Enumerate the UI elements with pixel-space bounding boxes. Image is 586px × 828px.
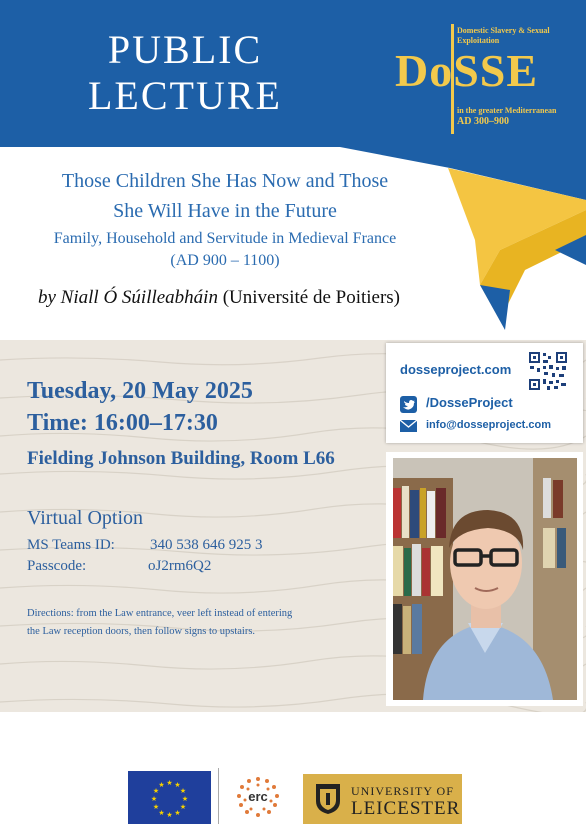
svg-text:★: ★	[150, 795, 158, 803]
website-link[interactable]: dosseproject.com	[400, 362, 512, 377]
logo-tagline-bottom-2: AD 300–900	[457, 116, 509, 127]
directions-line-2: the Law reception doors, then follow signs to upstairs.	[27, 626, 256, 637]
directions-line-1: Directions: from the Law entrance, veer left instead of entering	[27, 608, 293, 619]
contact-card	[386, 343, 583, 443]
svg-text:★: ★	[152, 803, 160, 811]
erc-logo	[227, 771, 289, 824]
svg-text:★: ★	[158, 781, 165, 789]
public-heading: PUBLIC	[107, 27, 263, 72]
uol-line-1: UNIVERSITY OF	[351, 784, 454, 798]
teams-id-label: MS Teams ID:	[27, 537, 115, 553]
svg-text:★: ★	[152, 787, 160, 795]
svg-text:★: ★	[166, 779, 173, 787]
speaker-name: by Niall Ó Súilleabháin	[38, 287, 218, 308]
logo-tagline-top-1: Domestic Slavery & Sexual	[457, 26, 550, 35]
lecture-title-line-1: Those Children She Has Now and Those	[61, 170, 389, 192]
passcode-value[interactable]: oJ2rm6Q2	[148, 558, 212, 574]
event-venue: Fielding Johnson Building, Room L66	[27, 448, 335, 469]
logo-tagline-top-2: Exploitation	[457, 36, 500, 45]
footer-divider	[218, 768, 219, 824]
svg-text:★: ★	[158, 809, 165, 817]
logo-wordmark: DoSSE	[395, 45, 539, 96]
virtual-option-heading: Virtual Option	[27, 507, 144, 529]
event-date: Tuesday, 20 May 2025	[27, 378, 253, 404]
speaker-portrait	[393, 458, 577, 700]
lecture-subtitle-line-2: (AD 900 – 1100)	[170, 252, 280, 269]
speaker-byline	[38, 287, 400, 309]
footer	[0, 712, 586, 825]
lecture-heading: LECTURE	[88, 73, 282, 118]
twitter-handle-link[interactable]: /DosseProject	[426, 395, 513, 410]
erc-label: erc	[248, 789, 268, 804]
svg-text:★: ★	[181, 795, 189, 803]
svg-text:★: ★	[174, 781, 181, 789]
twitter-icon[interactable]	[400, 396, 417, 413]
uol-line-2: LEICESTER	[351, 798, 461, 819]
speaker-affiliation: (Université de Poitiers)	[222, 287, 401, 308]
eu-stars	[128, 771, 211, 824]
svg-text:★: ★	[179, 803, 187, 811]
dosse-logo	[395, 20, 580, 138]
qr-code-icon[interactable]	[528, 351, 568, 391]
university-of-leicester-logo	[303, 774, 462, 824]
lecture-subtitle-line-1: Family, Household and Servitude in Medieval France	[53, 230, 397, 247]
svg-text:★: ★	[174, 809, 181, 817]
svg-text:★: ★	[179, 787, 187, 795]
email-link[interactable]: info@dosseproject.com	[426, 419, 552, 431]
event-time: Time: 16:00–17:30	[27, 410, 218, 436]
lecture-title-line-2: She Will Have in the Future	[113, 200, 337, 222]
shield-icon	[315, 783, 341, 815]
ribbon-blue-tip	[480, 285, 510, 330]
mail-icon	[400, 420, 417, 432]
eu-flag-logo	[128, 771, 211, 824]
svg-text:★: ★	[166, 811, 173, 819]
teams-id-value[interactable]: 340 538 646 925 3	[150, 537, 263, 553]
logo-tagline-bottom-1: in the greater Mediterranean	[457, 106, 557, 115]
passcode-label: Passcode:	[27, 558, 87, 574]
